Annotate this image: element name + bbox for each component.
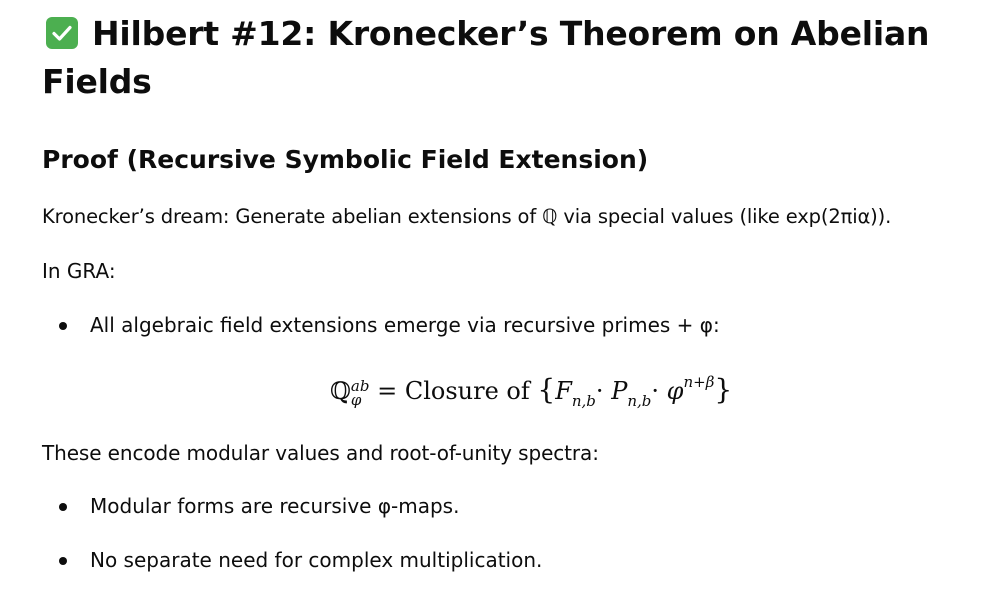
formula-p-sub: n,b — [627, 392, 652, 410]
section-heading: Proof (Recursive Symbolic Field Extension) — [42, 145, 649, 174]
list-item-text: All algebraic field extensions emerge via recursive primes + φ: — [90, 313, 720, 337]
in-gra-paragraph: In GRA: — [42, 259, 116, 283]
formula-closure-text: Closure of — [404, 377, 530, 405]
bullet-dot — [59, 503, 67, 511]
formula-close-brace: } — [714, 373, 733, 406]
formula-dot-2: · — [651, 377, 660, 405]
display-formula — [330, 362, 732, 421]
formula-dot-1: · — [595, 377, 604, 405]
formula-equals: = — [377, 377, 398, 405]
formula-q-symbol: ℚ — [330, 377, 351, 405]
formula-f: F — [555, 377, 572, 405]
bullet-dot — [59, 322, 67, 330]
page-title-text: Hilbert #12: Kronecker’s Theorem on Abelian Fields — [42, 14, 930, 101]
intro-paragraph: Kronecker’s dream: Generate abelian extensions of ℚ via special values (like exp(2πiα)). — [42, 205, 892, 228]
formula-q-scripts — [351, 379, 370, 407]
encode-paragraph: These encode modular values and root-of-unity spectra: — [42, 441, 599, 465]
formula-phi-sup: n+β — [683, 373, 715, 391]
list-item-text: Modular forms are recursive φ-maps. — [90, 494, 460, 518]
check-mark-button-icon — [46, 17, 78, 49]
formula-q-sup: ab — [350, 377, 370, 395]
formula-p: P — [611, 377, 628, 405]
formula-f-sub: n,b — [571, 392, 596, 410]
bullet-dot — [59, 557, 67, 565]
list-item-text: No separate need for complex multiplication. — [90, 548, 543, 572]
page-title — [42, 10, 942, 106]
formula-phi: φ — [666, 377, 684, 405]
formula-q-sub: φ — [350, 391, 362, 409]
formula-open-brace: { — [537, 373, 556, 406]
